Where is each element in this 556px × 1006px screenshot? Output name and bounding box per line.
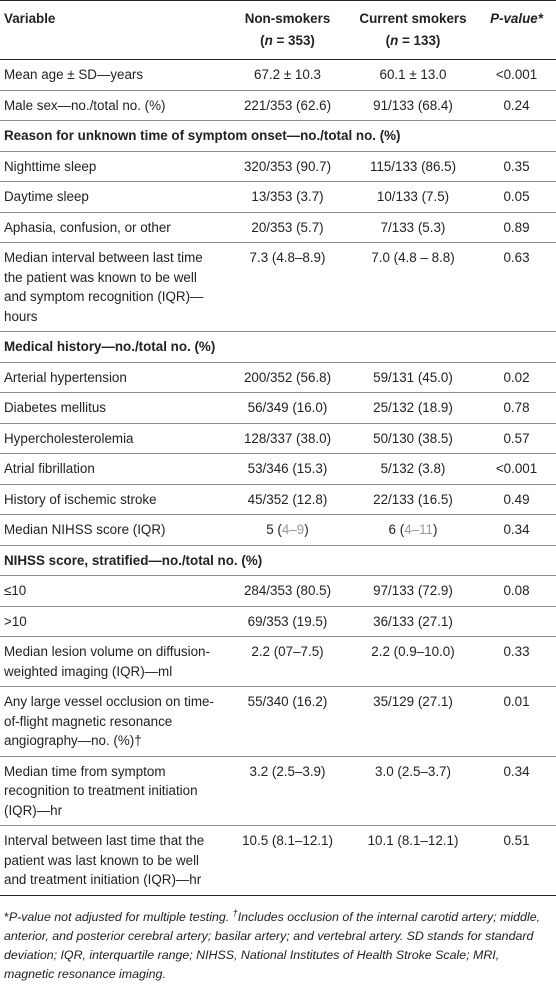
cs-value-part-a: 6 (	[388, 522, 405, 537]
row-label: Daytime sleep	[0, 182, 226, 213]
smokers-value: 60.1 ± 13.0	[379, 67, 447, 82]
smokers-value: 59/131 (45.0)	[349, 362, 477, 393]
smokers-value: 36/133 (27.1)	[349, 606, 477, 637]
table-row	[0, 606, 556, 637]
row-label: Interval between last time that the patient was last known to be well and treatment initiation (IQR)—hr	[0, 826, 226, 896]
table-footnote	[0, 896, 556, 984]
smokers-value: 115/133 (86.5)	[349, 151, 477, 182]
table-row	[0, 393, 556, 424]
pvalue: 0.51	[477, 826, 556, 896]
section-heading-row	[0, 121, 556, 152]
header-pvalue	[477, 1, 556, 60]
row-label: Diabetes mellitus	[0, 393, 226, 424]
row-label: Hypercholesterolemia	[0, 423, 226, 454]
table-row	[0, 687, 556, 757]
table-row	[0, 243, 556, 332]
nonsmokers-value: 45/352 (12.8)	[226, 484, 349, 515]
footnote-abbreviations: Includes occlusion of the internal carotid artery; middle, anterior, and posterior cerebral artery; basilar artery; and vertebral artery. SD stands for standard deviation; IQR, interquartile range; NIHSS, National Institutes of Health Stroke Scale; MRI, magnetic resonance imaging.	[4, 909, 541, 981]
pvalue: 0.24	[477, 90, 556, 121]
table-row	[0, 484, 556, 515]
nonsmokers-value: 2.2 (07–7.5)	[226, 637, 349, 687]
pvalue: 0.05	[477, 182, 556, 213]
row-label: Male sex—no./total no. (%)	[0, 90, 226, 121]
table-row	[0, 212, 556, 243]
section-heading: NIHSS score, stratified—no./total no. (%)	[0, 545, 556, 576]
pvalue: 0.33	[477, 637, 556, 687]
row-label: Median interval between last time the patient was known to be well and symptom recognition (IQR)—hours	[0, 243, 226, 332]
row-label: Nighttime sleep	[0, 151, 226, 182]
table-row	[0, 60, 556, 91]
pvalue: 0.78	[477, 393, 556, 424]
smokers-value: 22/133 (16.5)	[349, 484, 477, 515]
nonsmokers-value: 67.2 ± 10.3	[254, 67, 321, 82]
header-nonsmokers: Non-smokers (n = 353)	[226, 1, 349, 60]
ns-value-part-a: 5 (	[266, 522, 282, 537]
header-pvalue-text: P-value*	[490, 11, 543, 26]
ns-value-part-b: 4–9	[281, 522, 305, 537]
pvalue: 0.35	[477, 151, 556, 182]
row-label: Any large vessel occlusion on time-of-flight magnetic resonance angiography—no. (%)†	[0, 687, 226, 757]
nonsmokers-value: 7.3 (4.8–8.9)	[226, 243, 349, 332]
nonsmokers-value: 128/337 (38.0)	[226, 423, 349, 454]
table-row	[0, 756, 556, 826]
row-label: Mean age ± SD—years	[4, 67, 144, 82]
row-label: ≤10	[0, 576, 226, 607]
smokers-value: 25/132 (18.9)	[349, 393, 477, 424]
table-row	[0, 151, 556, 182]
ns-value-part-c: )	[304, 522, 309, 537]
header-smokers: Current smokers (n = 133)	[349, 1, 477, 60]
table-row	[0, 423, 556, 454]
pvalue: 0.89	[477, 212, 556, 243]
pvalue: 0.63	[477, 243, 556, 332]
table-row	[0, 576, 556, 607]
smokers-value: 7.0 (4.8 – 8.8)	[349, 243, 477, 332]
smokers-value: 2.2 (0.9–10.0)	[349, 637, 477, 687]
pvalue: 0.01	[477, 687, 556, 757]
footnote-pvalue-note: P-value not adjusted for multiple testing.	[8, 909, 233, 924]
smokers-value: 7/133 (5.3)	[349, 212, 477, 243]
nonsmokers-value: 56/349 (16.0)	[226, 393, 349, 424]
pvalue: 0.34	[477, 756, 556, 826]
cs-value-part-b: 4–11	[404, 522, 433, 537]
smokers-value: 10.1 (8.1–12.1)	[349, 826, 477, 896]
smokers-value: 3.0 (2.5–3.7)	[349, 756, 477, 826]
table-row	[0, 362, 556, 393]
table-header-row	[0, 1, 556, 60]
table-row	[0, 182, 556, 213]
header-nonsmokers-n: n	[264, 33, 273, 48]
table-row	[0, 637, 556, 687]
pvalue: <0.001	[495, 67, 538, 82]
smokers-value: 10/133 (7.5)	[349, 182, 477, 213]
smokers-value: 50/130 (38.5)	[349, 423, 477, 454]
row-label: History of ischemic stroke	[0, 484, 226, 515]
section-heading-row	[0, 332, 556, 363]
nonsmokers-value: 284/353 (80.5)	[226, 576, 349, 607]
table-row	[0, 454, 556, 485]
section-heading-row	[0, 545, 556, 576]
row-label: Median lesion volume on diffusion-weighted imaging (IQR)—ml	[0, 637, 226, 687]
header-smokers-title: Current smokers	[359, 11, 467, 26]
pvalue: 0.57	[477, 423, 556, 454]
smokers-value: 35/129 (27.1)	[349, 687, 477, 757]
table-row	[0, 826, 556, 896]
header-smokers-n: n	[390, 33, 399, 48]
row-label: >10	[0, 606, 226, 637]
footnote-star: *	[4, 909, 9, 924]
row-label: Median time from symptom recognition to treatment initiation (IQR)—hr	[0, 756, 226, 826]
row-label: Arterial hypertension	[0, 362, 226, 393]
header-nonsmokers-count: = 353)	[272, 33, 315, 48]
pvalue: 0.02	[477, 362, 556, 393]
nonsmokers-value: 53/346 (15.3)	[226, 454, 349, 485]
cs-value-part-c: )	[432, 522, 438, 537]
nonsmokers-value	[226, 515, 349, 546]
footnote-dagger: †	[232, 907, 238, 918]
pvalue: 0.49	[477, 484, 556, 515]
section-heading: Medical history—no./total no. (%)	[0, 332, 556, 363]
header-smokers-count: = 133)	[398, 33, 441, 48]
smokers-value: 91/133 (68.4)	[349, 90, 477, 121]
nonsmokers-value: 3.2 (2.5–3.9)	[226, 756, 349, 826]
pvalue	[477, 606, 556, 637]
row-label: Atrial fibrillation	[0, 454, 226, 485]
table-row	[0, 515, 556, 546]
smokers-value: 97/133 (72.9)	[349, 576, 477, 607]
nonsmokers-value: 13/353 (3.7)	[226, 182, 349, 213]
pvalue: <0.001	[477, 454, 556, 485]
header-variable: Variable	[0, 1, 226, 60]
header-nonsmokers-title: Non-smokers	[244, 11, 331, 26]
nonsmokers-value: 320/353 (90.7)	[226, 151, 349, 182]
table-row	[0, 90, 556, 121]
smokers-value: 5/132 (3.8)	[349, 454, 477, 485]
row-label: Median NIHSS score (IQR)	[0, 515, 226, 546]
nonsmokers-value: 200/352 (56.8)	[226, 362, 349, 393]
pvalue: 0.34	[477, 515, 556, 546]
nonsmokers-value: 69/353 (19.5)	[226, 606, 349, 637]
table-body	[0, 60, 556, 896]
pvalue: 0.08	[477, 576, 556, 607]
row-label: Aphasia, confusion, or other	[0, 212, 226, 243]
nonsmokers-value: 20/353 (5.7)	[226, 212, 349, 243]
nonsmokers-value: 221/353 (62.6)	[226, 90, 349, 121]
nonsmokers-value: 55/340 (16.2)	[226, 687, 349, 757]
nonsmokers-value: 10.5 (8.1–12.1)	[226, 826, 349, 896]
section-heading: Reason for unknown time of symptom onset—no./total no. (%)	[0, 121, 556, 152]
smokers-value	[349, 515, 477, 546]
